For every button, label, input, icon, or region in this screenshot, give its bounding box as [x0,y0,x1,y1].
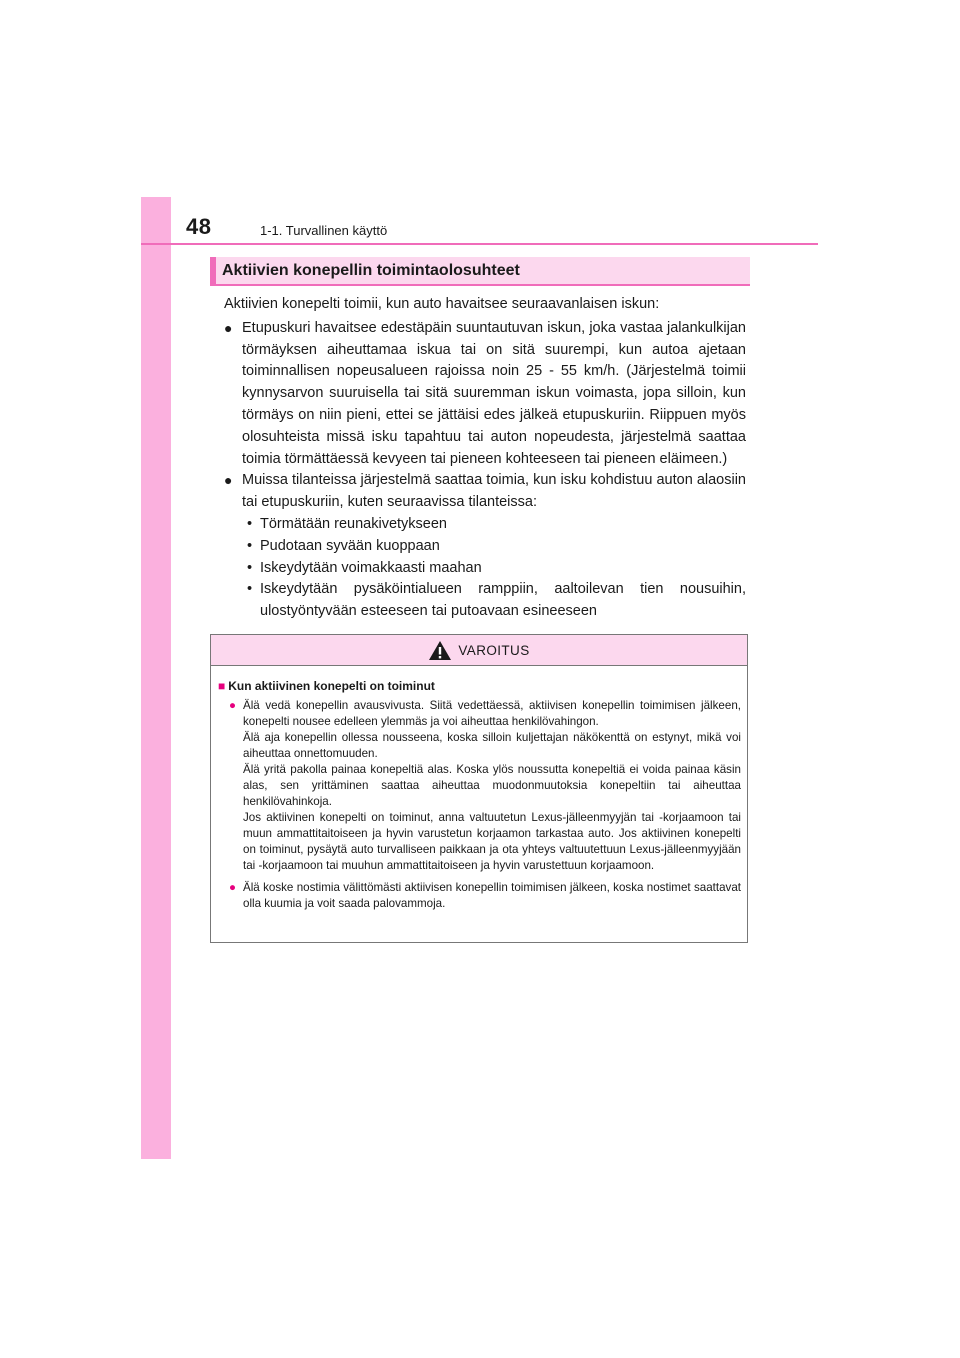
content-body [224,294,746,623]
header-rule [141,243,818,245]
warning-list-item [218,698,741,874]
page-number: 48 [186,214,212,239]
intro-text: Aktiivien konepelti toimii, kun auto havaitsee seuraavanlaisen iskun: [224,296,660,312]
warning-line: Älä vedä konepellin avausvivusta. Siitä vedettäessä, aktiivisen konepellin toimimisen jälkeen, konepelti nousee edelleen ylemmäs ja voi aiheuttaa henkilövahingon. [243,699,741,728]
sub-list-item [224,579,746,623]
sub-bullet-icon: • [247,559,253,576]
list-item [224,470,746,514]
warning-box [210,634,748,943]
warning-header [211,635,747,666]
warning-triangle-icon [428,640,452,661]
sub-bullet-icon: • [247,581,253,598]
sub-item-text: Iskeydytään pysäköintialueen ramppiin, aaltoilevan tien nousuihin, ulostyöntyvään esteeseen tai putoavaan esineeseen [260,581,746,620]
bullet-text: Muissa tilanteissa järjestelmä saattaa toimia, kun isku kohdistuu auton alaosiin tai etupuskuriin, kuten seuraavissa tilanteissa: [242,472,746,511]
warning-subheading-text: Kun aktiivinen konepelti on toiminut [228,679,435,693]
section-title: 1-1. Turvallinen käyttö [260,223,388,238]
list-item [224,318,746,471]
side-tab [141,197,171,1159]
content-heading-text: Aktiivien konepellin toimintaolosuhteet [222,262,520,279]
bullet-dot-icon: ● [229,699,237,712]
sub-list-item [224,558,746,580]
bullet-dot-icon: ● [229,881,237,894]
sub-item-text: Pudotaan syvään kuoppaan [260,537,440,554]
warning-body [211,666,747,912]
warning-line: Älä koske nostimia välittömästi aktiivisen konepellin toimimisen jälkeen, koska nostimet saattavat olla kuumia ja voit saada palovammoja. [243,881,741,910]
warning-line: Älä aja konepellin ollessa nousseena, koska silloin kuljettajan näkökenttä on estynyt, mikä voi aiheuttaa onnettomuuden. [243,731,741,760]
square-icon: ■ [218,679,226,693]
sub-item-text: Törmätään reunakivetykseen [260,515,447,532]
bullet-dot-icon: ● [224,319,233,336]
warning-list-item [218,880,741,912]
warning-line: Jos aktiivinen konepelti on toiminut, anna valtuutetun Lexus-jälleenmyyjän tai -korjaamoon tai muun ammattitaitoiseen ja hyvin varustetun korjaamon tarkastaa auto. Jos aktiivinen konepelti on toiminut, pysäytä auto turvalliseen paikkaan ja ota yhteys valtuutettuun Lexus-jälleenmyyjään tai -korjaamoon tai muuhun ammattitaitoiseen ja hyvin varustettuun korjaamoon. [243,811,741,872]
content-heading [210,257,750,286]
sub-list-item [224,514,746,536]
warning-subheading [218,678,741,694]
sub-bullet-icon: • [247,537,253,554]
bullet-text: Etupuskuri havaitsee edestäpäin suuntautuvan iskun, joka vastaa jalankulkijan törmäyksen aiheuttamaa iskua tai on sitä suurempi, kun autoa ajetaan toiminnallisen nopeusalueen rajoissa noin 25 - 55 km/h. (Järjestelmä toimii kynnysarvon suuruisella tai sitä suuremman iskun voimasta, jopa silloin, kun törmäys on niin pieni, ettei se jättäisi edes jälkeä etupuskuriin. Riippuen myös olosuhteista missä isku tapahtuu tai auton nopeudesta, järjestelmä saattaa toimia törmättäessä kevyeen tai pieneen kohteeseen tai pieneen eläimeen.) [242,319,746,467]
warning-label: VAROITUS [458,642,530,658]
bullet-dot-icon: ● [224,472,233,489]
warning-line: Älä yritä pakolla painaa konepeltiä alas. Koska ylös noussutta konepeltiä ei voida painaa käsin alas, sen yrittäminen saattaa aiheuttaa muodonmuutoksia konepeltiin tai aiheuttaa henkilövahinkoja. [243,763,741,808]
sub-list-item [224,536,746,558]
sub-bullet-icon: • [247,515,253,532]
sub-item-text: Iskeydytään voimakkaasti maahan [260,559,482,576]
